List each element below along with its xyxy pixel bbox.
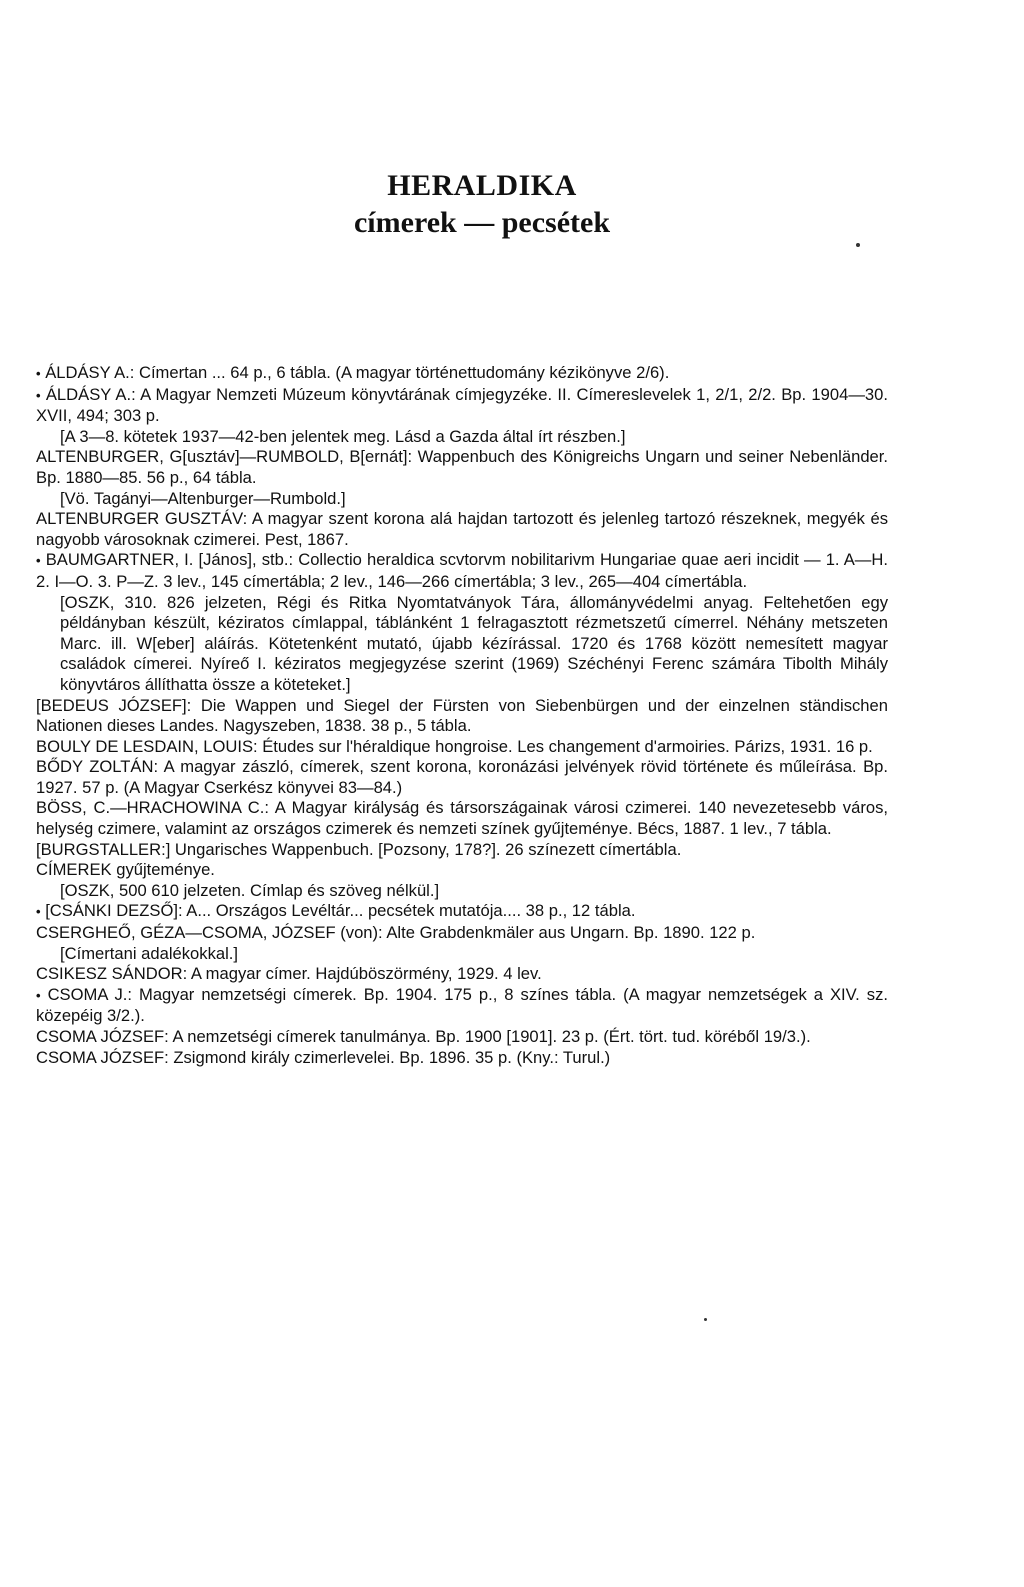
list-item <box>36 737 888 758</box>
entry-text: CSIKESZ SÁNDOR: A magyar címer. Hajdúböszörmény, 1929. 4 lev. <box>36 964 542 984</box>
list-item <box>36 696 888 737</box>
entry-text: [BURGSTALLER:] Ungarisches Wappenbuch. [Pozsony, 178?]. 26 színezett címertábla. <box>36 839 682 859</box>
list-item <box>36 550 888 592</box>
entry-text: ÁLDÁSY A.: A Magyar Nemzeti Múzeum könyvtárának címjegyzéke. II. Címereslevelek 1, 2/1, 2/2. Bp. 1904—30. XVII, 494; 303 p. <box>36 384 888 426</box>
bullet-mark: • <box>36 387 41 403</box>
list-note: [Címertani adalékokkal.] <box>60 943 239 963</box>
list-item <box>36 860 888 881</box>
entry-text: CSOMA JÓZSEF: Zsigmond király czimerlevelei. Bp. 1896. 35 p. (Kny.: Turul.) <box>36 1047 611 1067</box>
list-item <box>36 901 888 923</box>
bullet-mark: • <box>36 366 41 381</box>
entry-text: ÁLDÁSY A.: Címertan ... 64 p., 6 tábla. (A magyar történettudomány kézikönyve 2/6). <box>45 363 670 382</box>
entry-text: ALTENBURGER, G[usztáv]—RUMBOLD, B[ernát]: Wappenbuch des Königreichs Ungarn und seiner Nebenländer. Bp. 1880—85. 56 p., 64 tábla. <box>36 447 888 487</box>
scan-speck <box>704 1318 707 1321</box>
bullet-mark: • <box>36 904 41 920</box>
entry-text: [CSÁNKI DEZSŐ]: A... Országos Levéltár... pecsétek mutatója.... 38 p., 12 tábla. <box>45 901 636 921</box>
entry-text: CÍMEREK gyűjteménye. <box>36 860 215 880</box>
entry-text: CSOMA J.: Magyar nemzetségi címerek. Bp. 1904. 175 p., 8 színes tábla. (A magyar nemzetségek a XIV. sz. közepéig 3/2.). <box>36 984 888 1026</box>
list-item <box>36 923 888 944</box>
entry-text: BŐDY ZOLTÁN: A magyar zászló, címerek, szent korona, koronázási jelvények rövid története és műleírása. Bp. 1927. 57 p. (A Magyar Cserkész könyvei 83—84.) <box>36 757 888 797</box>
page-subtitle: címerek — pecsétek <box>353 206 611 239</box>
bullet-mark: • <box>36 987 41 1003</box>
entry-text: BAUMGARTNER, I. [János], stb.: Collectio heraldica scvtorvm nobilitarivm Hungariae quae aeri incidit — 1. A—H. 2. I—O. 3. P—Z. 3 lev., 145 címertábla; 2 lev., 146—266 címertábla; 3 lev., 265—404 címertábla. <box>36 550 888 591</box>
entry-text: [BEDEUS JÓZSEF]: Die Wappen und Siegel der Fürsten von Siebenbürgen und der einzelnen ständischen Nationen dieses Landes. Nagyszeben, 1838. 38 p., 5 tábla. <box>36 695 888 736</box>
list-item <box>36 1048 888 1069</box>
list-item <box>36 840 888 861</box>
list-item <box>36 447 888 488</box>
entry-text: BOULY DE LESDAIN, LOUIS: Études sur l'héraldique hongroise. Les changement d'armoiries. Párizs, 1931. 16 p. <box>36 736 873 756</box>
list-item <box>36 798 888 839</box>
list-note: [A 3—8. kötetek 1937—42-ben jelentek meg. Lásd a Gazda által írt részben.] <box>60 426 626 446</box>
entry-text: ALTENBURGER GUSZTÁV: A magyar szent korona alá hajdan tartozott és jelenleg tartozó részeknek, megyék és nagyobb városoknak czimerei. Pest, 1867. <box>36 509 888 549</box>
list-note: [OSZK, 500 610 jelzeten. Címlap és szöveg nélkül.] <box>60 880 440 900</box>
list-item <box>36 964 888 985</box>
list-item <box>36 385 888 427</box>
bibliography-list <box>36 363 888 1068</box>
list-item <box>36 363 888 385</box>
list-item <box>36 1027 888 1048</box>
entry-text: CSOMA JÓZSEF: A nemzetségi címerek tanulmánya. Bp. 1900 [1901]. 23 p. (Ért. tört. tud. köréből 19/3.). <box>36 1027 811 1046</box>
entry-text: BÖSS, C.—HRACHOWINA C.: A Magyar királyság és társországainak városi czimerei. 140 nevezetesebb város, helység czimere, valamint az országos czimerek és nemzeti színek gyűjteménye. Bécs, 1887. 1 lev., 7 tábla. <box>36 798 888 839</box>
list-item <box>36 757 888 798</box>
page-title: HERALDIKA <box>387 169 577 202</box>
list-item <box>36 509 888 550</box>
scan-speck <box>856 243 860 247</box>
entry-text: CSERGHEŐ, GÉZA—CSOMA, JÓZSEF (von): Alte Grabdenkmäler aus Ungarn. Bp. 1890. 122 p. <box>36 923 756 943</box>
title-block <box>0 168 964 242</box>
bullet-mark: • <box>36 553 41 569</box>
list-note: [Vö. Tagányi—Altenburger—Rumbold.] <box>60 488 346 508</box>
list-item <box>36 985 888 1027</box>
list-note: [OSZK, 310. 826 jelzeten, Régi és Ritka Nyomtatványok Tára, állományvédelmi anyag. Feltehetően egy példányban készült, kéziratos címlappal, táblánként 1 felragasztott rézmetszetű címerrel. Néhány metszeten Marc. ill. W[eber] aláírás. Kötetenként mutató, újabb kézírással. 1720 és 1768 között nemesített magyar családok címerei. Nyíreő I. kéziratos megjegyzése szerint (1969) Széchényi Ferenc számára Tibolth Mihály könyvtáros állíthatta össze a köteteket.] <box>60 592 888 694</box>
